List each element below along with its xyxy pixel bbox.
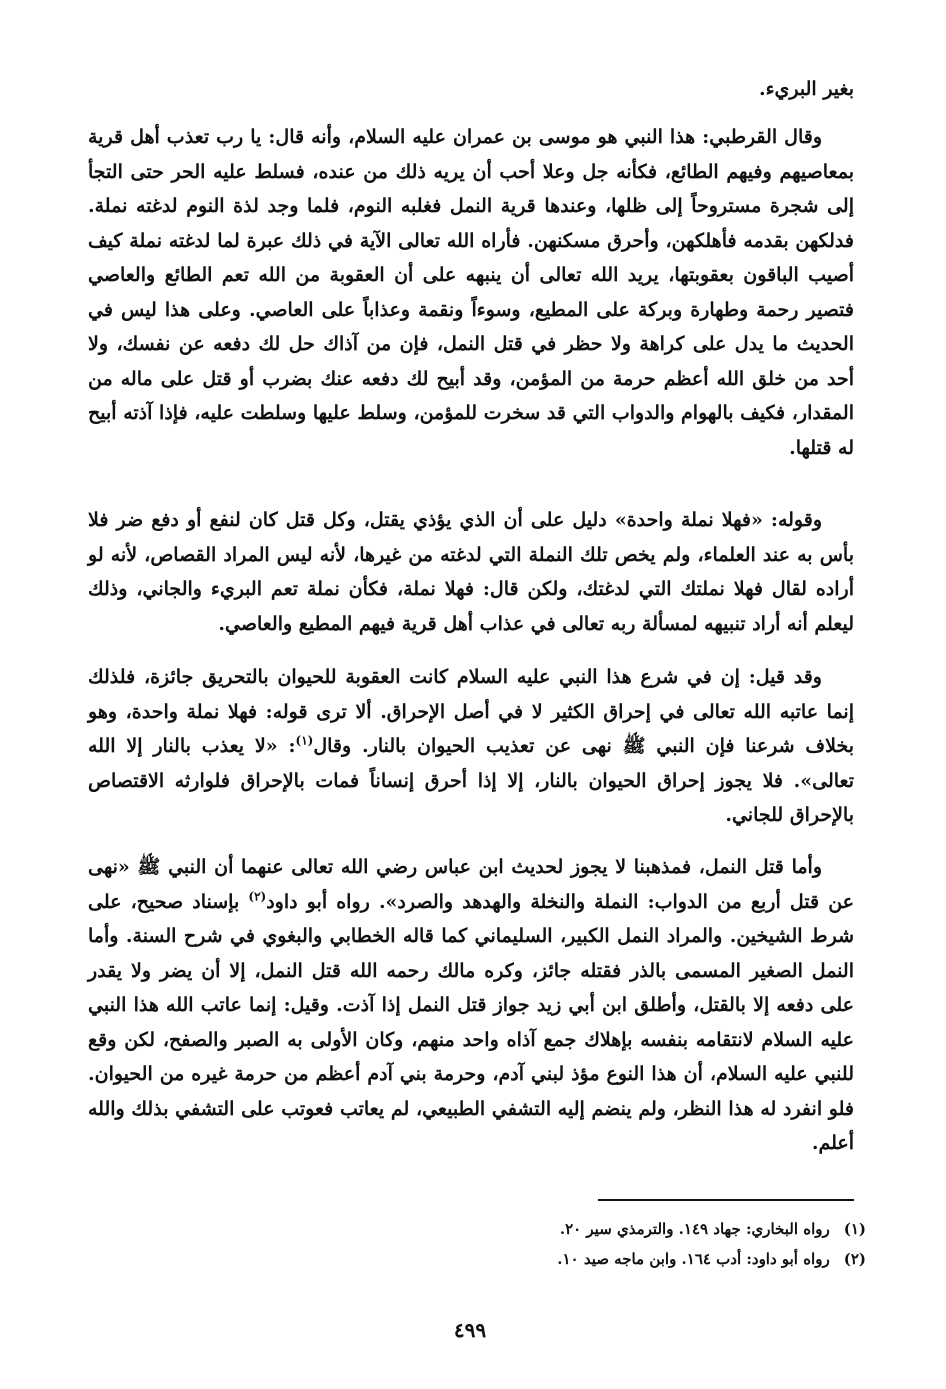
paragraph-3 <box>88 660 854 833</box>
footnote-mark-2: (٢) <box>248 889 267 904</box>
page-number: ٤٩٩ <box>453 1318 487 1342</box>
paragraph-3-text-after: : «لا يعذب بالنار إلا الله تعالى». فلا يجوز إحراق الحيوان بالنار، إلا إذا أحرق إنساناً فمات بالإحراق فلوارثه الاقتصاص بالإحراق للجاني. <box>88 735 854 826</box>
footnote-1-text: رواه البخاري: جهاد ١٤٩. والترمذي سير ٢٠. <box>559 1220 830 1238</box>
footnote-1 <box>300 1214 866 1244</box>
paragraph-4-text-after: بإسناد صحيح، على شرط الشيخين. والمراد النمل الكبير، السليماني كما قاله الخطابي والبغوي في شرح السنة. وأما النمل الصغير المسمى بالذر فقتله جائز، وكره مالك رحمه الله قتل النمل، إلا أن يضر ولا يقدر على دفعه إلا بالقتل، وأطلق ابن أبي زيد جواز قتل النمل إذا آذت. وقيل: إنما عاتب الله هذا النبي عليه السلام لانتقامه بنفسه بإهلاك جمع آذاه واحد منهم، وكان الأولى به الصبر والصفح، لكن وقع للنبي عليه السلام، أن هذا النوع مؤذ لبني آدم، وحرمة بني آدم أعظم من حرمة غيره من الحيوان. فلو انفرد له هذا النظر، ولم ينضم إليه التشفي الطبيعي، لم يعاتب فعوتب على التشفي بذلك والله أعلم. <box>88 890 854 1154</box>
footnotes <box>300 1214 866 1274</box>
paragraph-4-text-before: وأما قتل النمل، فمذهبنا لا يجوز لحديث ابن عباس رضي الله تعالى عنهما أن النبي ﷺ «نهى عن قتل أربع من الدواب: النملة والنخلة والهدهد والصرد». رواه أبو داود <box>88 856 854 913</box>
footnote-2-text: رواه أبو داود: أدب ١٦٤. وابن ماجه صيد ١٠. <box>557 1250 830 1268</box>
footnote-2-number: (٢) <box>843 1250 866 1268</box>
footnote-divider <box>598 1199 854 1201</box>
footnote-1-number: (١) <box>843 1220 866 1238</box>
paragraph-4 <box>88 850 854 1161</box>
paragraph-1: وقال القرطبي: هذا النبي هو موسى بن عمران عليه السلام، وأنه قال: يا رب تعذب أهل قرية بمعاصيهم وفيهم الطائع، فكأنه جل وعلا أحب أن يريه ذلك من عنده، فسلط عليه الحر حتى التجأ إلى شجرة مستروحاً إلى ظلها، وعندها قرية النمل فغلبه النوم، فلما وجد لذة النوم لدغته نملة. فدلكهن بقدمه فأهلكهن، وأحرق مسكنهن. فأراه الله تعالى الآية في ذلك عبرة لما لدغته نملة كيف أصيب الباقون بعقوبتها، يريد الله تعالى أن ينبهه على أن العقوبة من الله تعم الطائع والعاصي فتصير رحمة وطهارة وبركة على المطيع، وسوءاً ونقمة وعذاباً على العاصي. وعلى هذا ليس في الحديث ما يدل على كراهة ولا حظر في قتل النمل، فإن من آذاك حل لك دفعه عن نفسك، ولا أحد من خلق الله أعظم حرمة من المؤمن، وقد أبيح لك دفعه عنك بضرب أو قتل على ماله من المقدار، فكيف بالهوام والدواب التي قد سخرت للمؤمن، وسلط عليها وسلطت عليه، فإذا آذته أبيح له قتلها. <box>88 126 854 459</box>
paragraph-2: وقوله: «فهلا نملة واحدة» دليل على أن الذي يؤذي يقتل، وكل قتل كان لنفع أو دفع ضر فلا بأس به عند العلماء، ولم يخص تلك النملة التي لدغته من غيرها، لأنه ليس المراد القصاص، لأنه لو أراده لقال فهلا نملتك التي لدغتك، ولكن قال: فهلا نملة، فكأن نملة تعم البريء والجاني، وذلك ليعلم أنه أراد تنبيهه لمسألة ربه تعالى في عذاب أهل قرية فيهم المطيع والعاصي. <box>88 509 854 635</box>
opening-line: بغير البريء. <box>759 78 854 100</box>
footnote-2 <box>300 1244 866 1274</box>
footnote-mark-1: (١) <box>295 733 314 748</box>
paragraph-3-text-before: وقد قيل: إن في شرع هذا النبي عليه السلام كانت العقوبة للحيوان بالتحريق جائزة، فلذلك إنما عاتبه الله تعالى في إحراق الكثير لا في أصل الإحراق. ألا ترى قوله: فهلا نملة واحدة، وهو بخلاف شرعنا فإن النبي ﷺ نهى عن تعذيب الحيوان بالنار. وقال <box>88 666 854 757</box>
